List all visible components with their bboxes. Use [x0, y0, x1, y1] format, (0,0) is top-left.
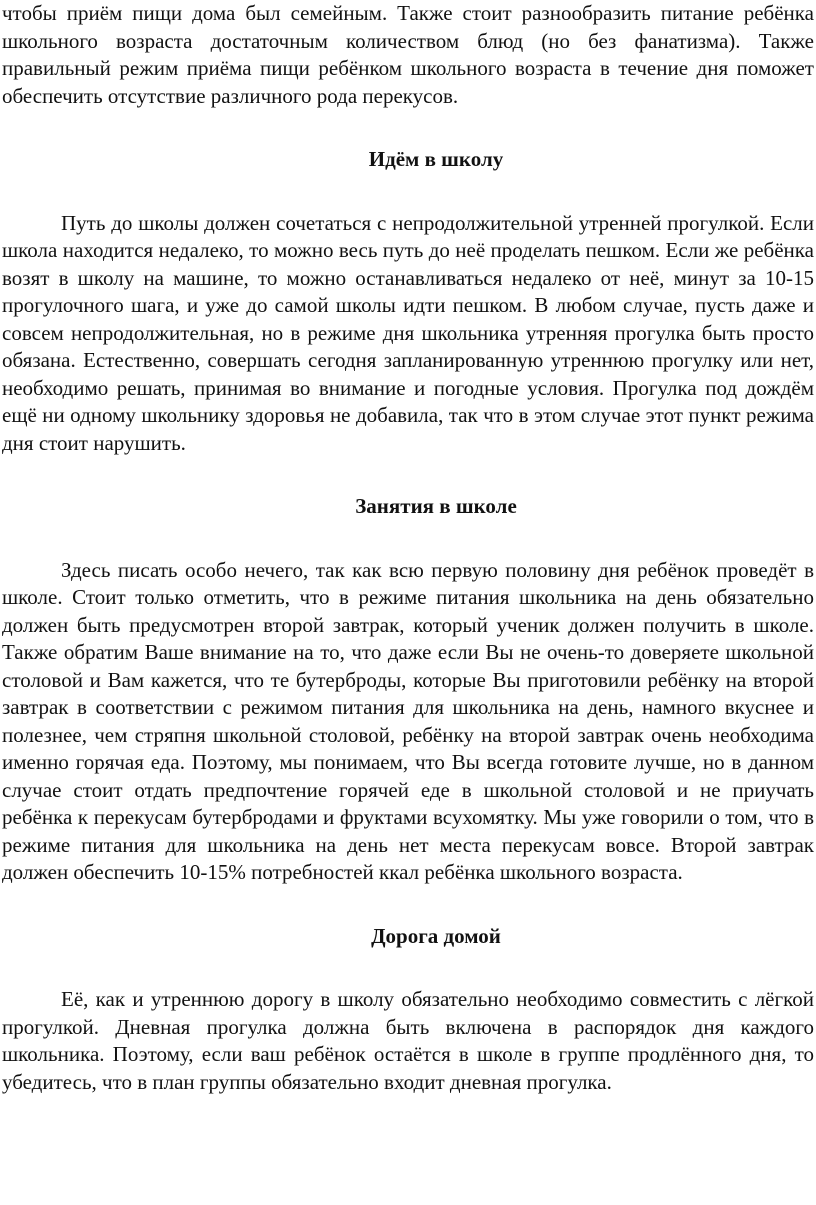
section-heading-school-classes: Занятия в школе — [355, 494, 517, 518]
spacer — [2, 887, 814, 923]
section-heading-going-to-school: Идём в школу — [368, 147, 504, 171]
section-heading-way-home: Дорога домой — [371, 923, 501, 948]
section-paragraph-way-home: Её, как и утреннюю дорогу в школу обязательно необходимо совместить с лёгкой прогулкой. Дневная прогулка должна быть включена в распорядок дня каждого школьника. Поэтому, если ваш ребёнок остаётся в школе в группе продлённого дня, то убедитесь, что в план группы обязательно входит дневная прогулка. — [2, 987, 814, 1094]
spacer — [2, 457, 814, 493]
spacer — [2, 521, 814, 557]
spacer — [2, 950, 814, 986]
spacer — [2, 110, 814, 146]
section-paragraph-school-classes: Здесь писать особо нечего, так как всю первую половину дня ребёнок проведёт в школе. Стоит только отметить, что в режиме питания школьника на день обязательно должен быть предусмотрен второй завтрак, который ученик должен получить в школе. Также обратим Ваше внимание на то, что даже если Вы не очень-то доверяете школьной столовой и Вам кажется, что те бутерброды, которые Вы приготовили ребёнку на второй завтрак в соответствии с режимом питания для школьника на день, намного вкуснее и полезнее, чем стряпня школьной столовой, ребёнку на второй завтрак очень необходима именно горячая еда. Поэтому, мы понимаем, что Вы всегда готовите лучше, но в данном случае стоит отдать предпочтение горячей еде в школьной столовой и не приучать ребёнка к перекусам бутербродами и фруктами всухомятку. Мы уже говорили о том, что в режиме питания для школьника на день нет места перекусам вовсе. Второй завтрак должен обеспечить 10-15% потребностей ккал ребёнка школьного возраста. — [2, 557, 814, 884]
section-paragraph-going-to-school: Путь до школы должен сочетаться с непродолжительной утренней прогулкой. Если школа находится недалеко, то можно весь путь до неё проделать пешком. Если же ребёнка возят в школу на машине, то можно останавливаться недалеко от неё, минут за 10-15 прогулочного шага, и уже до самой школы идти пешком. В любом случае, пусть даже и совсем непродолжительная, но в режиме дня школьника утренняя прогулка быть просто обязана. Естественно, совершать сегодня запланированную утреннюю прогулку или нет, необходимо решать, принимая во внимание и погодные условия. Прогулка под дождём ещё ни одному школьнику здоровья не добавила, так что в этом случае этот пункт режима дня стоит нарушить. — [2, 210, 814, 455]
spacer — [2, 174, 814, 210]
opening-paragraph: чтобы приём пищи дома был семейным. Также стоит разнообразить питание ребёнка школьного возраста достаточным количеством блюд (но без фанатизма). Также правильный режим приёма пищи ребёнком школьного возраста в течение дня поможет обеспечить отсутствие различного рода перекусов. — [2, 1, 814, 108]
text-column — [2, 0, 814, 1096]
